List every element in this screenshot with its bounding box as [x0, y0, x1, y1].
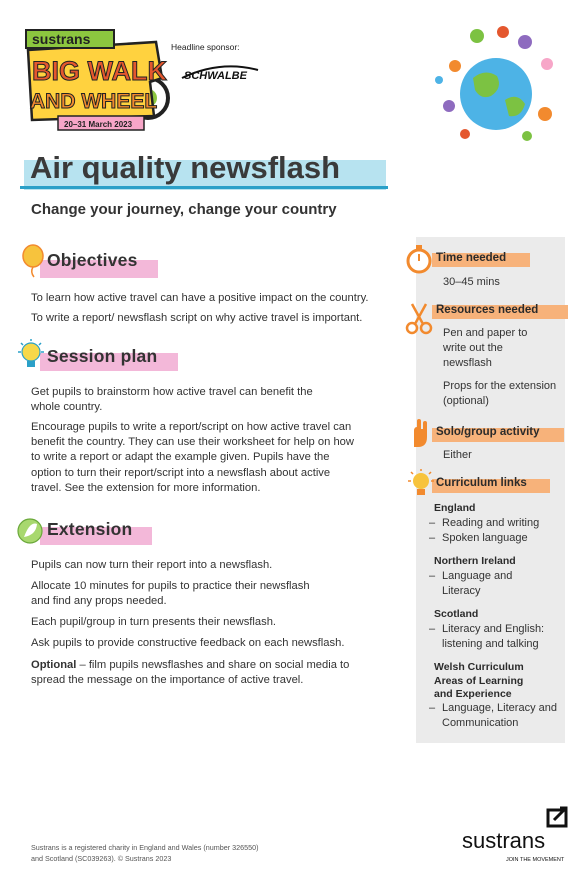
session-item-1: Get pupils to brainstorm how active travel can benefit the whole country. — [31, 386, 313, 414]
sponsor-label: Headline sponsor: — [171, 42, 240, 52]
time-needed-heading: Time needed — [436, 252, 507, 264]
extension-optional — [31, 658, 361, 688]
resources-item-2: Props for the extension (optional) — [443, 380, 557, 408]
resources-item-1: Pen and paper to write out the newsflash — [443, 327, 528, 370]
stopwatch-icon — [404, 243, 434, 275]
globe-illustration — [425, 18, 567, 146]
svg-text:sustrans: sustrans — [32, 31, 91, 47]
group-value: Either — [443, 449, 472, 461]
curriculum-region-wales: Welsh Curriculum Areas of Learning and Experience — [434, 661, 524, 700]
curriculum-region-england: England — [434, 502, 476, 514]
big-walk-and-wheel-logo — [22, 20, 172, 138]
curriculum-heading: Curriculum links — [436, 477, 527, 489]
svg-text:JOIN THE MOVEMENT: JOIN THE MOVEMENT — [506, 857, 565, 863]
curriculum-item: – Spoken language — [429, 532, 528, 544]
extension-item-1: Pupils can now turn their report into a newsflash. — [31, 559, 273, 571]
leaf-icon — [16, 515, 44, 547]
curriculum-item: – Language and Literacy — [429, 570, 513, 598]
extension-item-2: Allocate 10 minutes for pupils to practice their newsflash and find any props needed. — [31, 580, 310, 608]
objectives-heading: Objectives — [47, 250, 138, 270]
group-heading: Solo/group activity — [436, 426, 540, 438]
svg-text:20–31 March 2023: 20–31 March 2023 — [64, 120, 133, 129]
extension-item-4: Ask pupils to provide constructive feedback on each newsflash. — [31, 637, 345, 649]
curriculum-region-northern-ireland: Northern Ireland — [434, 555, 516, 567]
session-item-2: Encourage pupils to write a report/script on how active travel can benefit the country. They can use their worksheet for help on how to write a report or adapt the example given. Pupils have the option to turn their report/script into a newsflash about active travel. See the extension for more information. — [31, 421, 354, 494]
footer-line-1: Sustrans is a registered charity in England and Wales (number 326550) — [31, 843, 259, 852]
lightbulb-icon — [16, 338, 46, 372]
curriculum-region-scotland: Scotland — [434, 608, 479, 620]
footer-charity-text — [31, 842, 331, 864]
resources-heading: Resources needed — [436, 304, 539, 316]
svg-text:SCHWALBE: SCHWALBE — [184, 70, 247, 82]
page-title: Air quality newsflash — [30, 150, 341, 185]
curriculum-item: – Language, Literacy and Communication — [429, 702, 557, 730]
objective-item-2: To write a report/ newsflash script on why active travel is important. — [31, 312, 363, 324]
sustrans-logo — [460, 806, 572, 866]
extension-item-3: Each pupil/group in turn presents their newsflash. — [31, 616, 277, 628]
objective-item-1: To learn how active travel can have a positive impact on the country. — [31, 292, 369, 304]
title-underline — [20, 186, 388, 189]
optional-text: – film pupils newsflashes and share on social media to spread the message on the importance of active travel. — [31, 659, 350, 687]
footer-line-2: and Scotland (SC039263). © Sustrans 2023 — [31, 854, 172, 863]
time-needed-value: 30–45 mins — [443, 276, 500, 288]
curriculum-item: – Reading and writing — [429, 517, 540, 529]
lightbulb-icon — [406, 468, 436, 500]
curriculum-item: – Literacy and English: listening and talking — [429, 623, 545, 651]
extension-heading: Extension — [47, 519, 133, 539]
svg-text:sustrans: sustrans — [462, 828, 546, 853]
page-subtitle: Change your journey, change your country — [31, 201, 337, 218]
session-plan-heading: Session plan — [47, 346, 158, 366]
raised-hand-icon — [406, 417, 434, 449]
scissors-icon — [404, 300, 434, 336]
svg-text:AND WHEEL: AND WHEEL — [30, 90, 158, 113]
optional-label: Optional — [31, 659, 77, 671]
schwalbe-logo — [178, 62, 262, 84]
svg-text:BIG WALK: BIG WALK — [32, 56, 167, 86]
balloon-icon — [20, 244, 46, 278]
